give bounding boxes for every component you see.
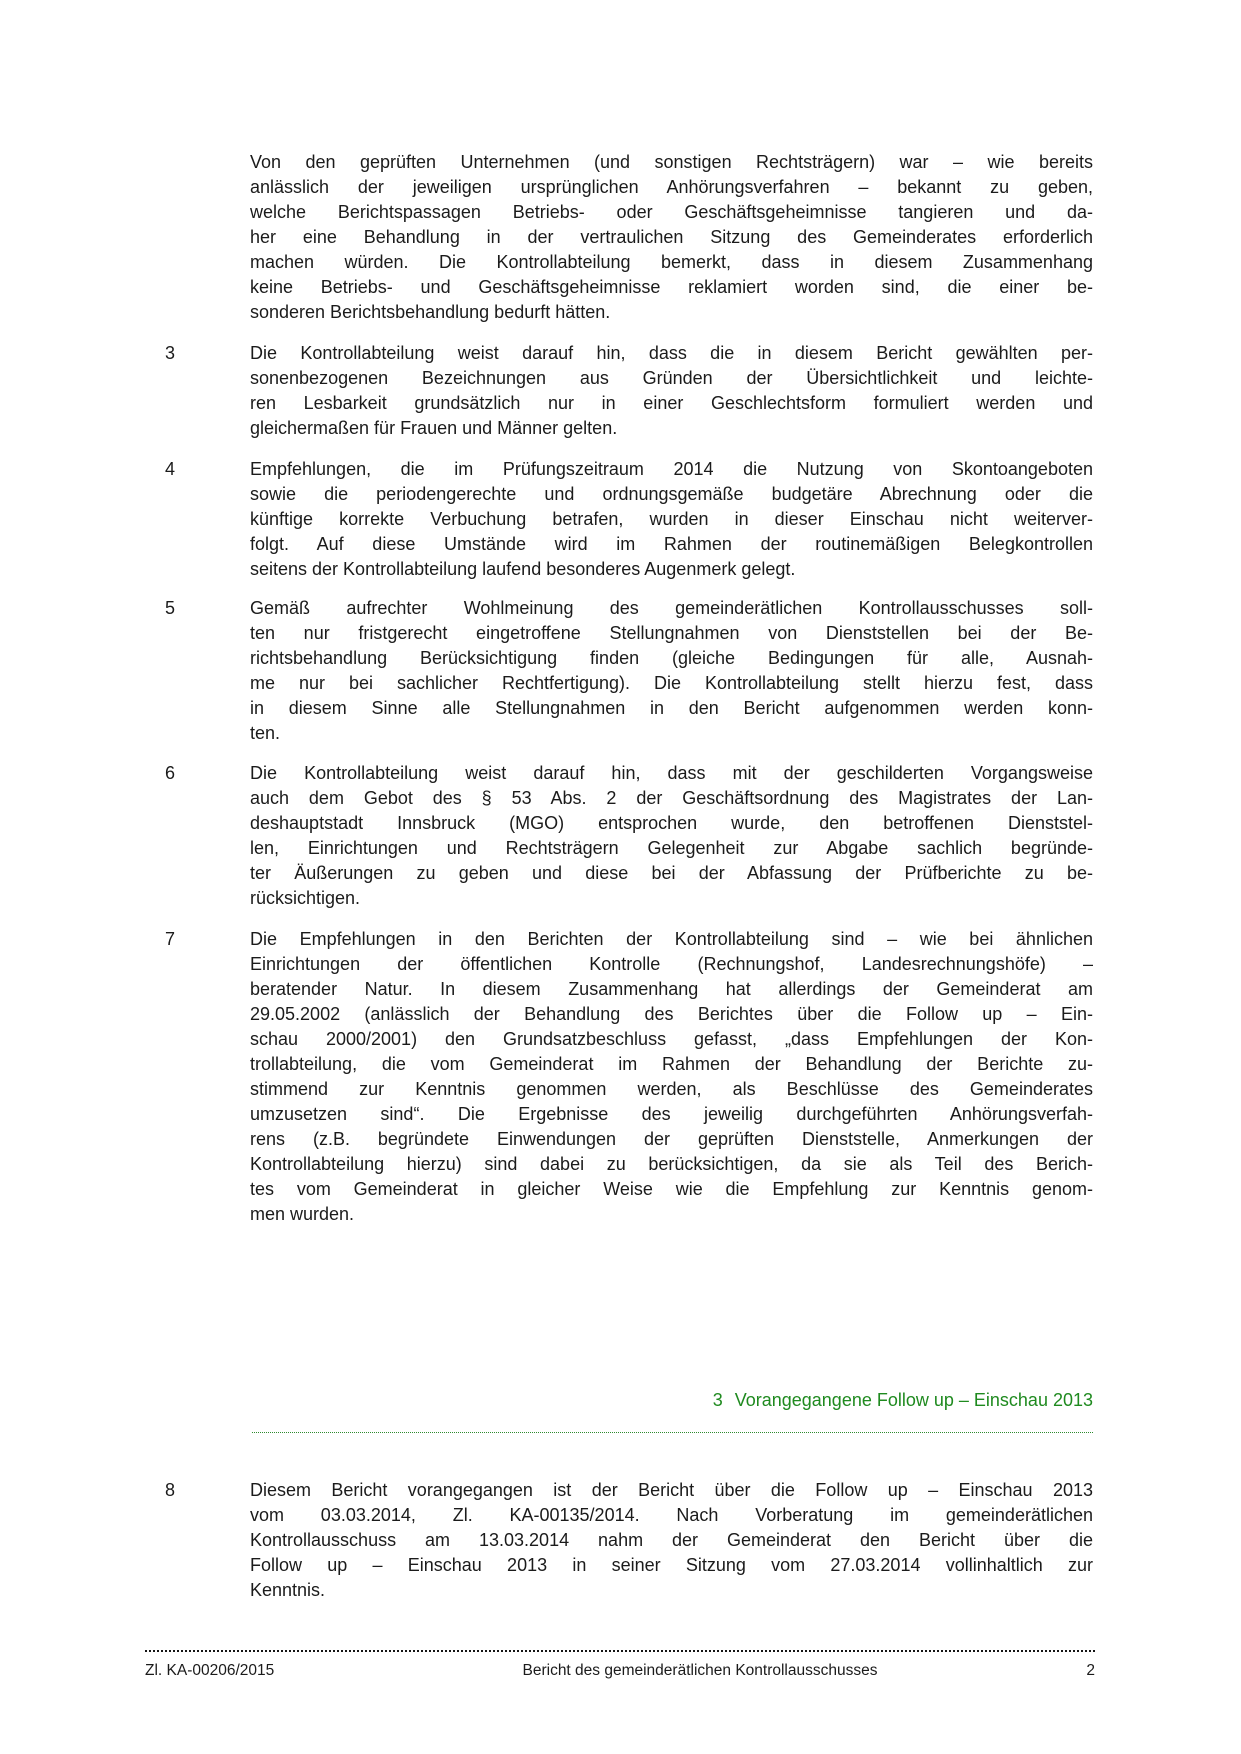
text-line: machen würden. Die Kontrollabteilung bemerkt, dass in diesem Zusammenhang <box>250 252 1093 272</box>
paragraph-text <box>250 761 1093 911</box>
paragraph-text <box>250 927 1093 1227</box>
paragraph <box>165 927 1093 1227</box>
text-line: ten nur fristgerecht eingetroffene Stellungnahmen von Dienststellen bei der Be- <box>250 623 1093 643</box>
text-line: sonenbezogenen Bezeichnungen aus Gründen der Übersichtlichkeit und leichte- <box>250 368 1093 388</box>
paragraph-text <box>250 150 1093 325</box>
text-line: Die Empfehlungen in den Berichten der Kontrollabteilung sind – wie bei ähnlichen <box>250 929 1093 949</box>
paragraph-number: 3 <box>165 343 176 363</box>
footer-reference: Zl. KA-00206/2015 <box>145 1662 275 1679</box>
text-line: folgt. Auf diese Umstände wird im Rahmen der routinemäßigen Belegkontrollen <box>250 534 1093 554</box>
text-line: Einrichtungen der öffentlichen Kontrolle (Rechnungshof, Landesrechnungshöfe) – <box>250 954 1093 974</box>
paragraph-number: 8 <box>165 1480 176 1500</box>
text-line: Kontrollabteilung hierzu) sind dabei zu berücksichtigen, da sie als Teil des Berich- <box>250 1154 1093 1174</box>
footer-dotted-rule <box>145 1650 1095 1652</box>
text-line: beratender Natur. In diesem Zusammenhang hat allerdings der Gemeinderat am <box>250 979 1093 999</box>
text-line: umzusetzen sind“. Die Ergebnisse des jeweilig durchgeführten Anhörungsverfah- <box>250 1104 1093 1124</box>
footer-title: Bericht des gemeinderätlichen Kontrollausschusses <box>522 1662 878 1679</box>
paragraph-text <box>250 1478 1093 1603</box>
text-line: anlässlich der jeweiligen ursprünglichen Anhörungsverfahren – bekannt zu geben, <box>250 177 1093 197</box>
text-line: auch dem Gebot des § 53 Abs. 2 der Geschäftsordnung des Magistrates der Lan- <box>250 788 1093 808</box>
section-number: 3 <box>712 1390 723 1410</box>
text-line: her eine Behandlung in der vertraulichen Sitzung des Gemeinderates erforderlich <box>250 227 1093 247</box>
text-line: Kontrollausschuss am 13.03.2014 nahm der Gemeinderat den Bericht über die <box>250 1530 1093 1550</box>
text-line: seitens der Kontrollabteilung laufend besonderes Augenmerk gelegt. <box>250 559 796 579</box>
paragraph <box>165 596 1093 746</box>
text-line: stimmend zur Kenntnis genommen werden, als Beschlüsse des Gemeinderates <box>250 1079 1093 1099</box>
paragraph <box>165 457 1093 582</box>
paragraph-text <box>250 341 1093 441</box>
text-line: men wurden. <box>250 1204 355 1224</box>
text-line: 29.05.2002 (anlässlich der Behandlung des Berichtes über die Follow up – Ein- <box>250 1004 1093 1024</box>
text-line: ten. <box>250 723 281 743</box>
paragraph-number: 4 <box>165 459 176 479</box>
text-line: welche Berichtspassagen Betriebs- oder Geschäftsgeheimnisse tangieren und da- <box>250 202 1093 222</box>
text-line: schau 2000/2001) den Grundsatzbeschluss gefasst, „dass Empfehlungen der Kon- <box>250 1029 1093 1049</box>
section-heading <box>250 1388 1093 1413</box>
text-line: Gemäß aufrechter Wohlmeinung des gemeinderätlichen Kontrollausschusses soll- <box>250 598 1093 618</box>
paragraph <box>165 341 1093 441</box>
paragraph <box>165 761 1093 911</box>
text-line: vom 03.03.2014, Zl. KA-00135/2014. Nach Vorberatung im gemeinderätlichen <box>250 1505 1093 1525</box>
paragraph-number: 6 <box>165 763 176 783</box>
section-dotted-rule <box>252 1432 1093 1433</box>
text-line: len, Einrichtungen und Rechtsträgern Gelegenheit zur Abgabe sachlich begründe- <box>250 838 1093 858</box>
text-line: ter Äußerungen zu geben und diese bei der Abfassung der Prüfberichte zu be- <box>250 863 1093 883</box>
text-line: deshauptstadt Innsbruck (MGO) entsprochen wurde, den betroffenen Dienststel- <box>250 813 1093 833</box>
text-line: in diesem Sinne alle Stellungnahmen in den Bericht aufgenommen werden konn- <box>250 698 1093 718</box>
paragraph-number: 5 <box>165 598 176 618</box>
text-line: sonderen Berichtsbehandlung bedurft hätten. <box>250 302 611 322</box>
footer <box>145 1660 1095 1682</box>
paragraph <box>165 1478 1093 1603</box>
paragraph-number: 7 <box>165 929 176 949</box>
text-line: me nur bei sachlicher Rechtfertigung). Die Kontrollabteilung stellt hierzu fest, dass <box>250 673 1093 693</box>
paragraph <box>165 150 1093 325</box>
page-number: 2 <box>1086 1662 1095 1679</box>
text-line: richtsbehandlung Berücksichtigung finden (gleiche Bedingungen für alle, Ausnah- <box>250 648 1093 668</box>
text-line: Kenntnis. <box>250 1580 326 1600</box>
text-line: keine Betriebs- und Geschäftsgeheimnisse reklamiert worden sind, die einer be- <box>250 277 1093 297</box>
text-line: Follow up – Einschau 2013 in seiner Sitzung vom 27.03.2014 vollinhaltlich zur <box>250 1555 1093 1575</box>
section-title: Vorangegangene Follow up – Einschau 2013 <box>734 1390 1093 1410</box>
text-line: sowie die periodengerechte und ordnungsgemäße budgetäre Abrechnung oder die <box>250 484 1093 504</box>
text-line: Die Kontrollabteilung weist darauf hin, dass die in diesem Bericht gewählten per- <box>250 343 1093 363</box>
text-line: tes vom Gemeinderat in gleicher Weise wie die Empfehlung zur Kenntnis genom- <box>250 1179 1093 1199</box>
text-line: künftige korrekte Verbuchung betrafen, wurden in dieser Einschau nicht weiterver- <box>250 509 1093 529</box>
text-line: trollabteilung, die vom Gemeinderat im Rahmen der Behandlung der Berichte zu- <box>250 1054 1093 1074</box>
text-line: rücksichtigen. <box>250 888 361 908</box>
text-line: Die Kontrollabteilung weist darauf hin, dass mit der geschilderten Vorgangsweise <box>250 763 1093 783</box>
paragraph-text <box>250 457 1093 582</box>
paragraph-text <box>250 596 1093 746</box>
text-line: ren Lesbarkeit grundsätzlich nur in einer Geschlechtsform formuliert werden und <box>250 393 1093 413</box>
text-line: Von den geprüften Unternehmen (und sonstigen Rechtsträgern) war – wie bereits <box>250 152 1093 172</box>
text-line: gleichermaßen für Frauen und Männer gelten. <box>250 418 618 438</box>
text-line: Diesem Bericht vorangegangen ist der Bericht über die Follow up – Einschau 2013 <box>250 1480 1093 1500</box>
text-line: rens (z.B. begründete Einwendungen der geprüften Dienststelle, Anmerkungen der <box>250 1129 1093 1149</box>
text-line: Empfehlungen, die im Prüfungszeitraum 2014 die Nutzung von Skontoangeboten <box>250 459 1093 479</box>
